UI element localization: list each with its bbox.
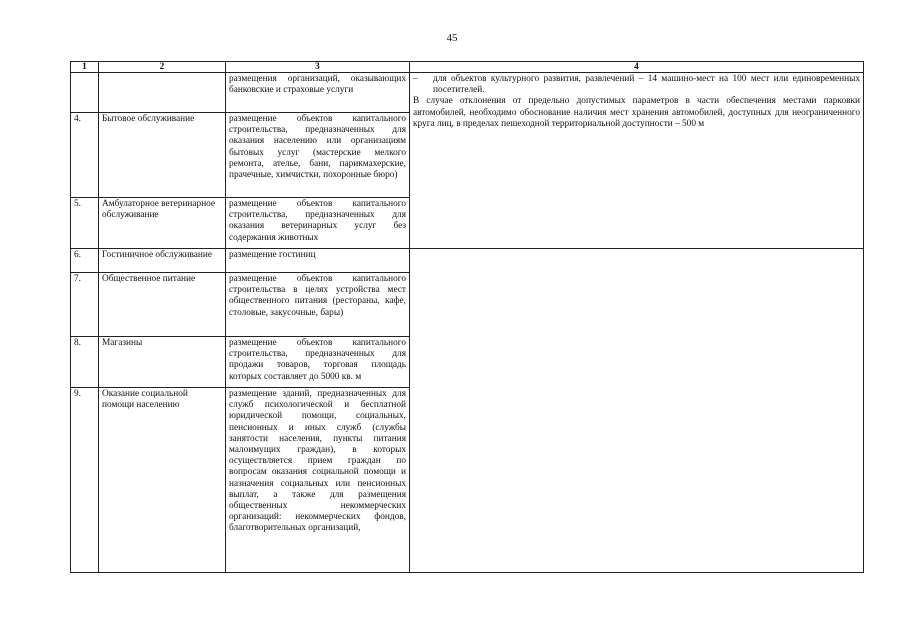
requirement-paragraph: В случае отклонения от предельно допустимых параметров в части обеспечения местами парковки автомобилей, необходимо обоснование наличия мест хранения автомобилей, доступных для неограниченного круга лиц, в пределах пешеходной территориальной доступности – 500 м [413, 96, 860, 129]
row-name: Магазины [99, 337, 226, 388]
row-number: 4. [71, 113, 99, 198]
dash-marker: – [413, 74, 418, 84]
row-name: Бытовое обслуживание [99, 113, 226, 198]
header-col-3: 3 [226, 62, 410, 73]
requirement-bullet [413, 74, 860, 96]
row-description: размещения организаций, оказывающих банковские и страховые услуги [226, 73, 410, 113]
row-name [99, 73, 226, 113]
row-description: размещение зданий, предназначенных для служб психологической и бесплатной юридической помощи, социальных, пенсионных и иных служб (службы занятости населения, пункты питания малоимущих граждан), в которых осуществляется прием граждан по вопросам оказания социальной помощи и назначения социальных или пенсионных выплат, а также для размещения общественных некоммерческих организаций: некоммерческих фондов, благотворительных организаций, [226, 388, 410, 573]
table-row [71, 249, 864, 273]
row-number: 8. [71, 337, 99, 388]
column-4-empty [410, 249, 864, 573]
row-name: Общественное питание [99, 273, 226, 337]
row-name: Гостиничное обслуживание [99, 249, 226, 273]
row-number: 6. [71, 249, 99, 273]
row-number [71, 73, 99, 113]
requirement-bullet-text: для объектов культурного развития, развлечений – 14 машино-мест на 100 мест или единовременных посетителей. [433, 74, 860, 96]
row-description: размещение объектов капитального строительства, предназначенных для оказания населению или организациям бытовых услуг (мастерские мелкого ремонта, ателье, бани, парикмахерские, прачечные, химчистки, похоронные бюро) [226, 113, 410, 198]
row-description: размещение гостиниц [226, 249, 410, 273]
row-name: Оказание социальной помощи населению [99, 388, 226, 573]
row-number: 9. [71, 388, 99, 573]
row-name: Амбулаторное ветеринарное обслуживание [99, 198, 226, 249]
header-col-1: 1 [71, 62, 99, 73]
page-number: 45 [446, 32, 458, 44]
header-col-4: 4 [410, 62, 864, 73]
row-number: 7. [71, 273, 99, 337]
row-description: размещение объектов капитального строительства в целях устройства мест общественного питания (рестораны, кафе, столовые, закусочные, бары) [226, 273, 410, 337]
row-number: 5. [71, 198, 99, 249]
column-4-requirements [410, 73, 864, 249]
regulations-table [70, 61, 864, 573]
table-header-row [71, 62, 864, 73]
table-row [71, 73, 864, 113]
row-description: размещение объектов капитального строительства, предназначенных для оказания ветеринарных услуг без содержания животных [226, 198, 410, 249]
header-col-2: 2 [99, 62, 226, 73]
row-description: размещение объектов капитального строительства, предназначенных для продажи товаров, торговая площадь которых составляет до 5000 кв. м [226, 337, 410, 388]
